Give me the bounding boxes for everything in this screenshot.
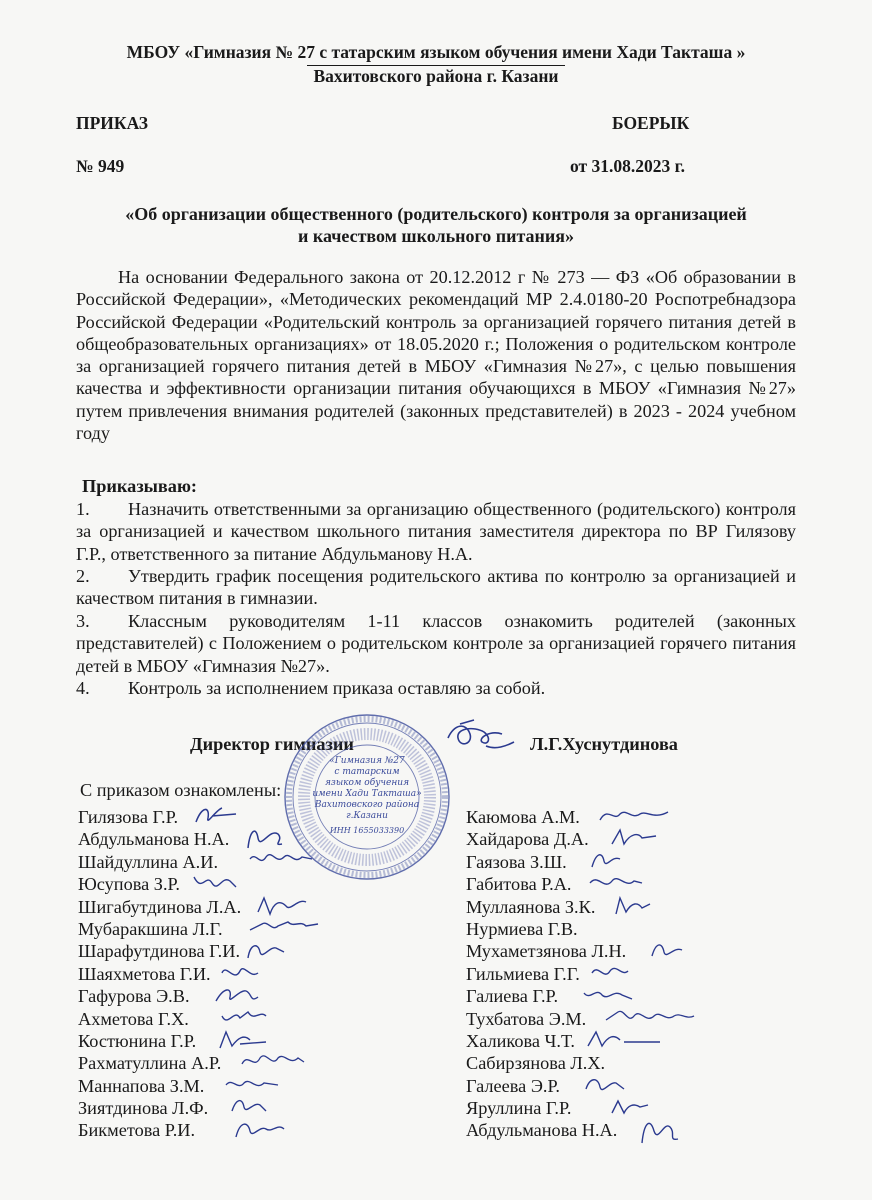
signatory-row: Гафурова Э.В. — [78, 985, 241, 1007]
org-name-line1: МБОУ «Гимназия № 27 с татарским языком обучения имени Хади Такташа » — [126, 42, 746, 62]
signatory-row: Маннапова З.М. — [78, 1075, 241, 1097]
order-item: 3. Классным руководителям 1-11 классов ознакомить родителей (законных представителей) с Положением о родительском контроле за организацией горячего питания детей в МБОУ «Гимназия №27». — [76, 611, 796, 676]
signatories-left — [78, 806, 241, 1142]
signatory-row: Хайдарова Д.А. — [466, 828, 626, 850]
signatories-right — [466, 806, 626, 1142]
signatory-row: Шарафутдинова Г.И. — [78, 940, 241, 962]
signatory-row: Галеева Э.Р. — [466, 1075, 626, 1097]
order-number: № 949 — [76, 156, 125, 176]
signatory-row: Каюмова А.М. — [466, 806, 626, 828]
order-title-line2: и качеством школьного питания» — [297, 226, 575, 246]
seal-line: языком обучения — [324, 778, 410, 788]
seal-line: г.Казани — [346, 811, 388, 821]
signatory-row: Костюнина Г.Р. — [78, 1030, 241, 1052]
signatory-row: Галиева Г.Р. — [466, 985, 626, 1007]
signature-mark — [646, 936, 686, 964]
signatory-row: Халикова Ч.Т. — [466, 1030, 626, 1052]
signatory-row: Яруллина Г.Р. — [466, 1097, 626, 1119]
signatory-row: Абдульманова Н.А. — [78, 828, 241, 850]
signatory-row: Гаязова З.Ш. — [466, 851, 626, 873]
signature-mark — [246, 847, 316, 875]
order-label-tt: БОЕРЫК — [612, 113, 690, 133]
signatory-row: Шигабутдинова Л.А. — [78, 896, 241, 918]
order-item: 2. Утвердить график посещения родительского актива по контролю за организацией и качеством питания в гимназии. — [76, 566, 796, 609]
seal-line: имени Хади Такташа» — [312, 789, 422, 799]
signatory-row: Шайдуллина А.И. — [78, 851, 241, 873]
signatory-row: Абдульманова Н.А. — [466, 1119, 626, 1141]
acquainted-label: С приказом ознакомлены: — [80, 780, 282, 800]
signature-mark — [584, 1026, 664, 1054]
seal-line: с татарским — [334, 767, 400, 777]
signatory-row: Муллаянова З.К. — [466, 896, 626, 918]
signature-mark — [636, 1115, 682, 1149]
signatory-row: Зиятдинова Л.Ф. — [78, 1097, 241, 1119]
signature-mark — [232, 1115, 288, 1145]
signature-mark — [192, 802, 242, 830]
order-item: 1. Назначить ответственными за организацию общественного (родительского) контроля за организацией и качеством школьного питания заместителя директора по ВР Гилязову Г.Р., ответственного за питание Абдульманову Н.А. — [76, 499, 796, 564]
signatory-row: Мубаракшина Л.Г. — [78, 918, 241, 940]
director-signature — [440, 716, 520, 756]
signatory-row: Мухаметзянова Л.Н. — [466, 940, 626, 962]
org-name-line2: Вахитовского района г. Казани — [0, 66, 872, 87]
order-word: Приказываю: — [82, 476, 198, 496]
director-name: Л.Г.Хуснутдинова — [530, 734, 678, 754]
signatory-row: Шаяхметова Г.И. — [78, 963, 241, 985]
signatory-row: Гилязова Г.Р. — [78, 806, 241, 828]
signatory-row: Тухбатова Э.М. — [466, 1008, 626, 1030]
seal-line: «Гимназия №27 — [329, 756, 405, 766]
signatory-row: Ахметова Г.Х. — [78, 1008, 241, 1030]
order-title-line1: «Об организации общественного (родительского) контроля за организацией — [125, 204, 747, 224]
director-title: Директор гимназии — [190, 734, 354, 754]
signatory-row: Нурмиева Г.В. — [466, 918, 578, 939]
signature-mark — [190, 869, 240, 897]
order-date: от 31.08.2023 г. — [570, 156, 685, 176]
signatory-row: Сабирзянова Л.Х. — [466, 1053, 606, 1074]
signatory-row: Рахматуллина А.Р. — [78, 1052, 241, 1074]
order-label-ru: ПРИКАЗ — [76, 113, 149, 133]
preamble-paragraph: На основании Федерального закона от 20.12.2012 г № 273 — ФЗ «Об образовании в Российской Федерации», «Методических рекомендаций МР 2.4.0180-20 Роспотребнадзора Российской Федерации «Родительский контроль за организацией горячего питания детей в общеобразовательных организациях» от 18.05.2020 г.; Положения о родительском контроле за организацией горячего питания детей в МБОУ «Гимназия №27», с целью повышения качества и эффективности организации питания обучающихся в МБОУ «Гимназия №27» путем привлечения внимания родителей (законных представителей) в 2023 - 2024 учебном году — [76, 267, 796, 444]
seal-inn: ИНН 1655033390 — [329, 826, 405, 835]
seal-line: Вахитовского района — [314, 800, 420, 810]
signatory-row: Бикметова Р.И. — [78, 1119, 241, 1141]
order-item: 4. Контроль за исполнением приказа оставляю за собой. — [76, 678, 546, 698]
signatory-row: Гильмиева Г.Г. — [466, 963, 626, 985]
signatory-row: Габитова Р.А. — [466, 873, 626, 895]
signatory-row: Юсупова З.Р. — [78, 873, 241, 895]
signature-mark — [610, 892, 654, 920]
